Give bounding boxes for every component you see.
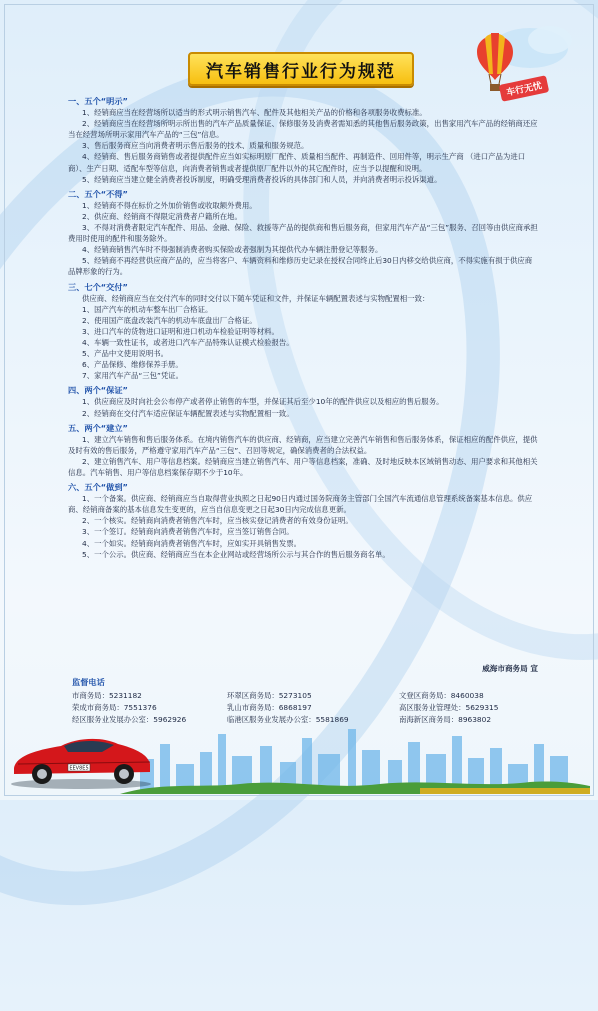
license-plate: EEV8E5 (69, 765, 89, 772)
paragraph: 5、经销商不再经营供应商产品的，应当将客户、车辆资料和维修历史记录在授权合同终止后30日内移交给供应商，不得实施有损于供应商品牌形象的行为。 (68, 256, 533, 277)
contact-entry: 环翠区商务局：5273105 (227, 691, 312, 700)
list-item: 6、产品保修、维修保养手册。 (82, 360, 183, 370)
section-heading: 五、两个“建立” (68, 422, 128, 433)
contact-entry: 高区服务业管理处：5629315 (399, 703, 499, 712)
page-title: 汽车销售行业行为规范 (206, 61, 396, 82)
list-item: 2、使用国产底盘改装汽车的机动车底盘出厂合格证。 (82, 315, 257, 325)
list-item: 1、国产汽车的机动车整车出厂合格证。 (82, 304, 213, 314)
badge-label: 车行无忧 (499, 75, 550, 102)
contacts-title: 监督电话 (72, 677, 105, 687)
paragraph: 1、一个备案。供应商、经销商应当自取得营业执照之日起90日内通过国务院商务主管部门全国汽车流通信息管理系统备案基本信息。供应商、经销商备案的基本信息发生变更的，应当自信息变更之日起30日内完成信息更新。 (68, 494, 533, 515)
paragraph: 2、供应商、经销商不得限定消费者户籍所在地。 (82, 211, 242, 221)
contact-entry: 乳山市商务局：6868197 (227, 703, 312, 712)
contact-entry: 南海新区商务局：8963802 (399, 715, 492, 724)
list-item: 7、家用汽车产品“三包”凭证。 (82, 371, 184, 381)
delivery-list (68, 304, 538, 382)
section-heading: 二、五个“不得” (68, 188, 128, 199)
contact-entry: 文登区商务局：8460038 (399, 691, 484, 700)
section-heading: 一、五个“明示” (68, 96, 128, 106)
paragraph: 2、一个核实。经销商向消费者销售汽车时，应当核实登记消费者的有效身份证明。 (82, 516, 353, 526)
paragraph: 4、经销商销售汽车时不得强制消费者购买保险或者强制为其提供代办车辆注册登记等服务。 (82, 245, 383, 255)
contact-row (72, 702, 552, 714)
list-item: 3、进口汽车的货物进口证明和进口机动车检验证明等材料。 (82, 326, 279, 336)
contact-row (72, 690, 552, 702)
contact-entry: 市商务局：5231182 (72, 691, 142, 700)
section-heading: 六、五个“做到” (68, 482, 128, 493)
sports-car-illustration (6, 720, 156, 790)
section-heading: 三、七个“交付” (68, 281, 128, 292)
paragraph: 1、经销商应当在经营场所以适当的形式明示销售汽车、配件及其他相关产品的价格和各项服务收费标准。 (82, 108, 427, 118)
regulation-content (68, 96, 538, 560)
list-item: 4、车辆一致性证书，或者进口汽车产品特殊认证模式检验报告。 (82, 337, 294, 347)
paragraph: 5、经销商应当建立健全消费者投诉制度，明确受理消费者投诉的具体部门和人员，并向消费者明示投诉渠道。 (82, 174, 442, 184)
issuer-signature: 威海市商务局 宣 (482, 664, 538, 673)
contact-entry: 荣成市商务局：7551376 (72, 703, 157, 712)
contact-entry: 临港区服务业发展办公室：5581869 (227, 715, 349, 724)
city-skyline-illustration (120, 724, 590, 794)
list-item: 5、产品中文使用说明书。 (82, 349, 169, 359)
paragraph: 3、不得对消费者限定汽车配件、用品、金融、保险、救援等产品的提供商和售后服务商，但家用汽车产品“三包”服务、召回等由供应商承担费用时使用的配件和服务除外。 (68, 223, 538, 244)
paragraph: 4、经销商、售后服务商销售或者提供配件应当如实标明原厂配件、质量相当配件、再制造件、回用件等，明示生产商 （进口产品为进口商）、生产日期、适配车型等信息，向消费者销售或者提供原厂配件以外的其它配件时，应当予以提醒和说明。 (68, 152, 526, 173)
paragraph: 2、经销商应当在经营场所明示所出售的汽车产品质量保证、保修服务及消费者需知悉的其他售后服务政策，出售家用汽车产品的经销商还应当在经营场所明示家用汽车产品的“三包”信息。 (68, 119, 538, 140)
contact-entry: 经区服务业发展办公室：5962926 (72, 715, 187, 724)
paragraph: 1、建立汽车销售和售后服务体系。在境内销售汽车的供应商、经销商，应当建立完善汽车销售和售后服务体系，保证相应的配件供应，提供及时有效的售后服务，严格遵守家用汽车产品“三包”、召回等规定，确保消费者的合法权益。 (68, 434, 538, 455)
paragraph: 1、经销商不得在标价之外加价销售或收取额外费用。 (82, 200, 257, 210)
paragraph: 2、经销商在交付汽车适应保证车辆配置表述与实物配置相一致。 (82, 408, 294, 418)
paragraph: 1、供应商应及时向社会公布停产或者停止销售的车型，并保证其后至少10年的配件供应以及相应的售后服务。 (82, 397, 444, 407)
paragraph: 3、售后服务商应当向消费者明示售后服务的技术、质量和服务规范。 (82, 141, 309, 151)
page-title-banner (188, 52, 414, 86)
paragraph: 5、一个公示。供应商、经销商应当在本企业网站或经营场所公示与其合作的售后服务商名单。 (82, 549, 390, 559)
paragraph: 2、建立销售汽车、用户等信息档案。经销商应当建立销售汽车、用户等信息档案，准确、及时地反映本区域销售动态、用户要求和其他相关信息。汽车销售、用户等信息档案保存期不少于10年。 (68, 456, 538, 477)
paragraph: 3、一个签订。经销商向消费者销售汽车时，应当签订销售合同。 (82, 527, 294, 537)
paragraph: 4、一个如实。经销商向消费者销售汽车时，应如实开具销售发票。 (82, 538, 302, 548)
paragraph: 供应商、经销商应当在交付汽车的同时交付以下随车凭证和文件，并保证车辆配置表述与实物配置相一致： (82, 293, 430, 303)
section-heading: 四、两个“保证” (68, 385, 128, 396)
